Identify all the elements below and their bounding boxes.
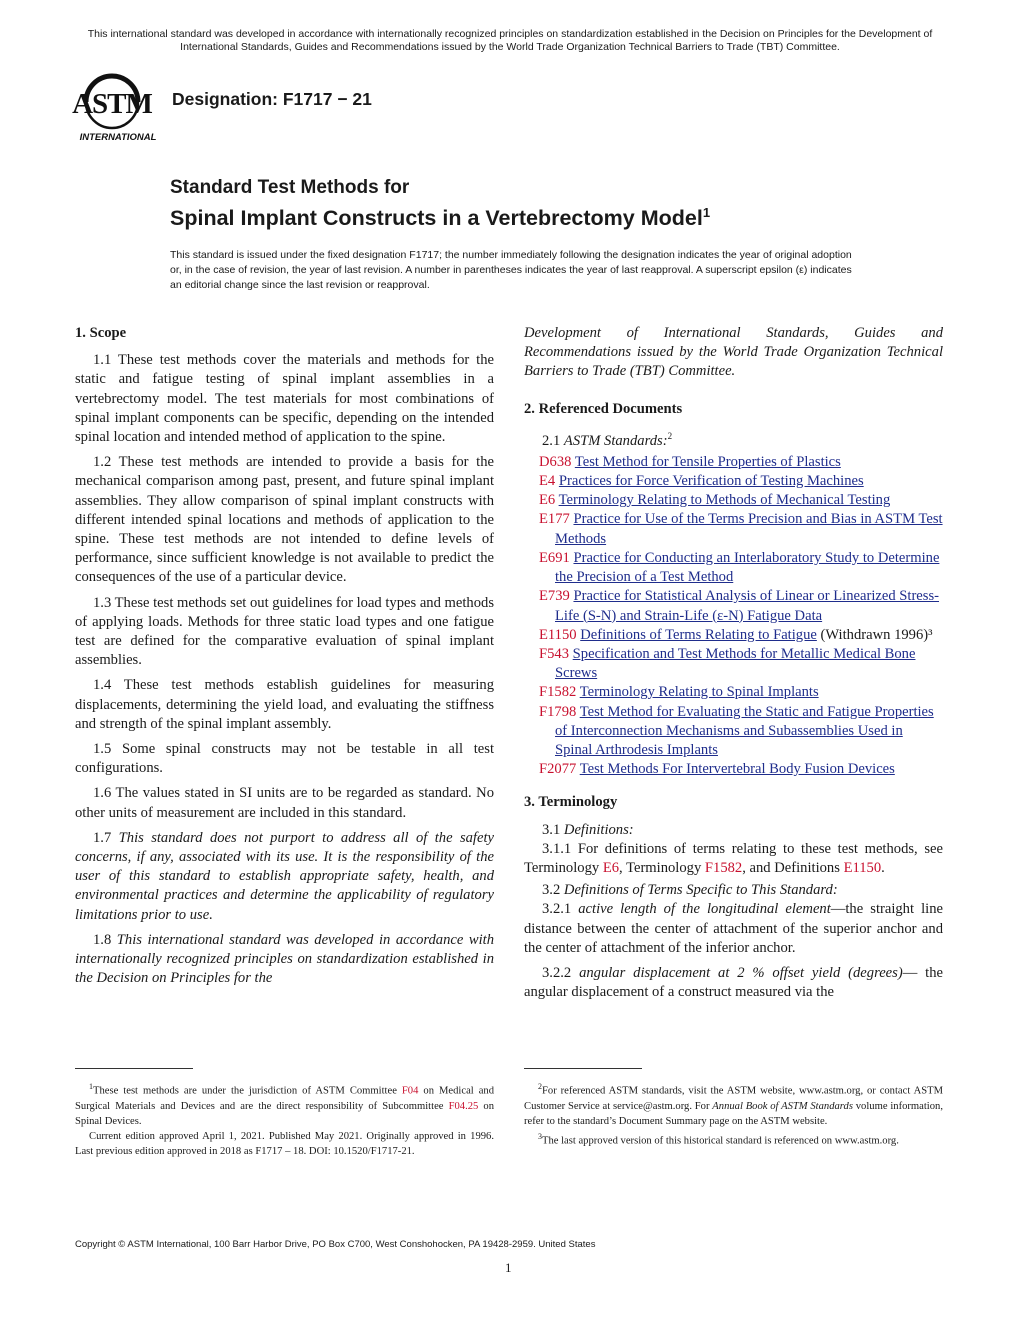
definition-text: — the angular displacement of a construct measured via the [524, 964, 943, 1001]
reference-item [524, 549, 943, 587]
reference-title-link[interactable]: Terminology Relating to Methods of Mechanical Testing [558, 492, 891, 509]
reference-code-link[interactable]: F1582 [539, 684, 577, 701]
paragraph-number: 3.2.2 [542, 964, 572, 981]
reference-code-link[interactable]: F2077 [539, 761, 577, 778]
paragraph-1-8-continued: Development of International Standards, Guides and Recommendations issued by the World Trade Organization Technical Barriers to Trade (TBT) Committee. [524, 325, 943, 380]
reference-title-link[interactable]: Practice for Conducting an Interlaboratory Study to Determine the Precision of a Test Method [555, 549, 940, 586]
paragraph-number: 3.2.1 [542, 901, 572, 918]
link-committee-f04[interactable]: F04 [401, 1085, 419, 1097]
footnote-mark: 2 [667, 430, 673, 441]
footnotes-right [524, 1080, 943, 1149]
link-f1582[interactable]: F1582 [704, 859, 743, 876]
text-run: These test methods are under the jurisdiction of ASTM Committee [93, 1085, 402, 1097]
reference-code-link[interactable]: E4 [539, 473, 556, 490]
section-heading-terminology: 3. Terminology [524, 794, 618, 811]
title-footnote-mark: 1 [702, 205, 711, 220]
footnote-3 [524, 1129, 943, 1149]
paragraph-number: 3.2 [542, 882, 561, 899]
astm-logo [72, 72, 164, 144]
reference-title-link[interactable]: Practices for Force Verification of Testing Machines [558, 473, 864, 490]
paragraph-3-1-1 [524, 840, 943, 878]
section-heading-referenced-documents: 2. Referenced Documents [524, 400, 683, 417]
reference-title-link[interactable]: Test Method for Tensile Properties of Plastics [574, 453, 841, 470]
reference-item [524, 587, 943, 625]
text-run: 3.1.1 For definitions of terms relating to these test methods, see Terminology [524, 840, 943, 876]
title-line-2: Spinal Implant Constructs in a Vertebrectomy Model [170, 206, 703, 231]
paragraph-number: 2.1 [542, 432, 561, 449]
text-run: on Spinal Devices. [75, 1100, 495, 1127]
reference-code-link[interactable]: F1798 [539, 703, 577, 720]
paragraph-3-2-1 [524, 900, 943, 958]
link-e1150[interactable]: E1150 [843, 859, 882, 876]
paragraph-3-1 [524, 821, 943, 840]
paragraph-1-4: 1.4 These test methods establish guidelines for measuring displacements, determining the yield load, and evaluating the stiffness and strength of the spinal implant assembly. [75, 677, 494, 732]
footnote-divider [524, 1068, 642, 1069]
footnote-1-edition: Current edition approved April 1, 2021. Published May 2021. Originally approved in 1996. Last previous edition approved in 2018 as F1717 – 18. DOI: 10.1520/F1717-21. [75, 1131, 494, 1158]
footnotes-left [75, 1080, 494, 1160]
paragraph-text: This international standard was developed in accordance with internationally recognized principles on standardization established in the Decision on Principles for the [75, 931, 495, 987]
section-heading-scope: 1. Scope [75, 325, 127, 341]
reference-item [524, 703, 943, 761]
reference-item [524, 453, 943, 472]
footnote-divider [75, 1068, 193, 1069]
paragraph-text: Definitions of Terms Specific to This Standard: [563, 882, 838, 899]
defined-term: active length of the longitudinal element [578, 901, 831, 918]
paragraph-number: 3.1 [542, 821, 561, 838]
reference-code-link[interactable]: E6 [539, 492, 556, 509]
issue-note: This standard is issued under the fixed designation F1717; the number immediately following the designation indicates the year of original adoption or, in the case of revision, the year of last revision. A number in parentheses indicates the year of last reapproval. A superscript epsilon (ε) indicates an editorial change since the last revision or reapproval. [170, 249, 852, 291]
paragraph-1-7 [75, 829, 494, 925]
paragraph-1-6: 1.6 The values stated in SI units are to be regarded as standard. No other units of measurement are included in this standard. [75, 785, 494, 821]
footnote-mark: 1 [89, 1082, 93, 1091]
reference-title-link[interactable]: Definitions of Terms Relating to Fatigue [580, 626, 817, 643]
right-column [524, 324, 943, 1008]
reference-title-link[interactable]: Practice for Use of the Terms Precision and Bias in ASTM Test Methods [555, 511, 943, 547]
astm-standards-intro [524, 427, 943, 451]
paragraph-number: 1.7 [93, 829, 112, 846]
paragraph-3-2 [524, 881, 943, 900]
paragraph-1-1: 1.1 These test methods cover the materials and methods for the static and fatigue testing of spinal implant assemblies in a vertebrectomy model. The test materials for most combinations of spinal implant components can be specific, depending on the intended spinal location and intended method of application to the spine. [75, 352, 494, 446]
reference-item [524, 760, 943, 779]
text-run: For referenced ASTM standards, visit the ASTM website, www.astm.org, or contact ASTM Customer Service at service@astm.org. For [524, 1085, 943, 1112]
text-run: The last approved version of this historical standard is referenced on www.astm.org. [542, 1135, 899, 1147]
reference-code-link[interactable]: F543 [539, 645, 570, 662]
designation: Designation: F1717 − 21 [172, 89, 372, 109]
footnote-1 [75, 1079, 494, 1129]
svg-text:ASTM: ASTM [72, 88, 152, 120]
reference-item [524, 683, 943, 702]
copyright: Copyright © ASTM International, 100 Barr Harbor Drive, PO Box C700, West Conshohocken, PA 19428-2959. United States [75, 1239, 596, 1250]
link-subcommittee-f04-25[interactable]: F04.25 [448, 1100, 479, 1112]
reference-title-link[interactable]: Test Methods For Intervertebral Body Fusion Devices [579, 761, 895, 778]
standards-notice: This international standard was developed in accordance with internationally recognized principles on standardization established in the Decision on Principles for the Development of International Standards, Guides and Recommendations issued by the World Trade Organization Technical Barriers to Trade (TBT) Committee. [87, 28, 933, 53]
text-run: , and Definitions [742, 859, 844, 876]
text-run: , Terminology [619, 859, 705, 876]
reference-item [524, 645, 943, 683]
reference-item [524, 510, 943, 548]
paragraph-number: 1.8 [93, 931, 112, 948]
paragraph-1-8 [75, 931, 494, 989]
reference-title-link[interactable]: Practice for Statistical Analysis of Linear or Linearized Stress-Life (S-N) and Strain-Life (ε-N) Fatigue Data [555, 588, 940, 624]
intro-text: ASTM Standards: [563, 432, 668, 449]
reference-code-link[interactable]: E739 [539, 588, 570, 605]
paragraph-1-3: 1.3 These test methods set out guidelines for load types and methods of applying loads. Methods for three static load types and one fatigue test are defined for the comparative evaluation of spinal implant assemblies. [75, 594, 494, 669]
reference-item [524, 626, 943, 645]
link-e6[interactable]: E6 [602, 859, 620, 876]
text-run: . [881, 859, 885, 876]
reference-list [524, 453, 943, 779]
reference-code-link[interactable]: E1150 [539, 626, 577, 643]
footnote-2 [524, 1079, 943, 1129]
paragraph-text: Definitions: [563, 821, 634, 838]
reference-title-link[interactable]: Specification and Test Methods for Metallic Medical Bone Screws [555, 645, 916, 682]
page-number: 1 [505, 1260, 512, 1275]
definition-text: —the straight line distance between the center of attachment of the superior anchor and the center of attachment of the inferior anchor. [524, 901, 943, 956]
title-line-1: Standard Test Methods for [170, 177, 410, 198]
text-run: volume information, refer to the standard’s Document Summary page on the ASTM website. [524, 1100, 943, 1127]
text-run: Annual Book of ASTM Standards [712, 1100, 853, 1112]
footnote-mark: 3 [538, 1132, 542, 1142]
svg-text:INTERNATIONAL: INTERNATIONAL [79, 132, 157, 143]
paragraph-1-2: 1.2 These test methods are intended to provide a basis for the mechanical comparison among past, present, and future spinal implant assemblies. They allow comparison of spinal implant constructs with different intended spinal locations and methods of application to the spine. These test methods are not intended to define levels of performance, since sufficient knowledge is not available to predict the consequences of the use of a particular device. [75, 454, 494, 586]
reference-code-link[interactable]: E691 [539, 549, 570, 566]
paragraph-1-5: 1.5 Some spinal constructs may not be testable in all test configurations. [75, 741, 494, 777]
paragraph-3-2-2 [524, 964, 943, 1002]
left-column [75, 324, 494, 995]
defined-term: angular displacement at 2 % offset yield (degrees) [579, 964, 903, 981]
reference-item [524, 472, 943, 491]
reference-suffix: (Withdrawn 1996)³ [816, 626, 933, 643]
reference-code-link[interactable]: D638 [539, 453, 572, 470]
paragraph-text: This standard does not purport to address all of the safety concerns, if any, associated with its use. It is the responsibility of the user of this standard to establish appropriate safety, health, and environmental practices and determine the applicability of regulatory limitations prior to use. [75, 829, 494, 923]
text-run: on Medical and Surgical Materials and Devices and are the direct responsibility of Subcommittee [75, 1085, 495, 1112]
document-title [170, 176, 710, 232]
reference-item [524, 491, 943, 510]
reference-code-link[interactable]: E177 [539, 511, 570, 528]
reference-title-link[interactable]: Terminology Relating to Spinal Implants [579, 684, 819, 701]
reference-title-link[interactable]: Test Method for Evaluating the Static and Fatigue Properties of Interconnection Mechanisms and Subassemblies Used in Spinal Arthrodesis Implants [555, 703, 934, 758]
footnote-mark: 2 [538, 1082, 542, 1091]
